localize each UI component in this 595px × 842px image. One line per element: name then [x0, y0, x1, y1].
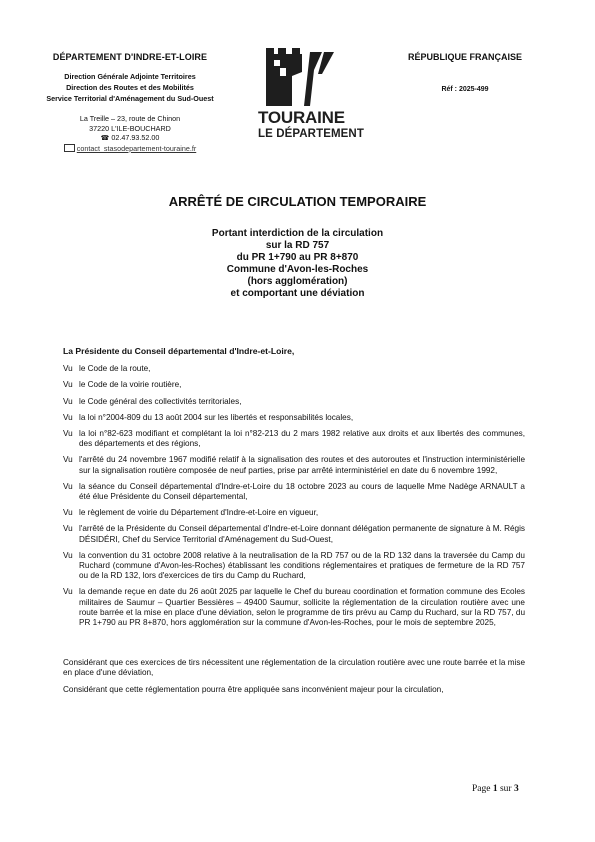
- vu-item: [63, 508, 525, 518]
- vu-item: [63, 397, 525, 407]
- subtitle-line: Portant interdiction de la circulation: [211, 228, 384, 239]
- vu-item: [63, 429, 525, 449]
- vu-label: Vu: [63, 481, 73, 491]
- vu-label: Vu: [63, 524, 73, 534]
- document-subtitle: [0, 228, 595, 300]
- vu-text: la demande reçue en date du 26 août 2025 par laquelle le Chef du bureau coordination et formation commune des Ecoles militaires de Saumur – Quartier Bessières – 49400 Saumur, sollicite la réglementation de la circulation routière avec une route barrée et la mise en place d'une déviation, selon le programme de tirs prévu au Camp du Ruchard, sur la RD 757, du PR 1+790 au PR 8+870, hors agglomération sur la commune d'Avon-les-Roches, pour le mois de septembre 2025,: [79, 587, 525, 628]
- considerants-block: [63, 658, 525, 695]
- vu-item: [63, 587, 525, 628]
- address-city: 37220 L'ILE-BOUCHARD: [89, 123, 171, 133]
- subtitle-line: Commune d'Avon-les-Roches: [226, 264, 369, 275]
- vu-item: [63, 524, 525, 544]
- address-street: La Treille – 23, route de Chinon: [79, 114, 181, 123]
- phone-number: 02.47.93.52.00: [111, 133, 160, 142]
- republic-label: RÉPUBLIQUE FRANÇAISE: [407, 52, 522, 62]
- document-body: [63, 346, 525, 701]
- considerant-paragraph: Considérant que cette réglementation pourra être appliquée sans inconvénient majeur pour la circulation,: [63, 684, 444, 694]
- department-name: DÉPARTEMENT D'INDRE-ET-LOIRE: [52, 52, 208, 62]
- vu-label: Vu: [63, 396, 73, 406]
- subtitle-line: (hors agglomération): [247, 276, 348, 287]
- logo-subtitle: LE DÉPARTEMENT: [258, 128, 364, 140]
- vu-text: le Code général des collectivités territoriales,: [79, 396, 242, 406]
- vu-text: la loi n°2004-809 du 13 août 2004 sur les libertés et responsabilités locales,: [79, 412, 354, 422]
- vu-text: la séance du Conseil départemental d'Indre-et-Loire du 18 octobre 2023 au cours de laquelle Mme Nadège ARNAULT a été élue Présidente du Conseil départemental,: [79, 481, 525, 502]
- vu-label: Vu: [63, 587, 73, 597]
- vu-text: le Code de la route,: [79, 364, 151, 374]
- vu-label: Vu: [63, 364, 73, 374]
- considerant-paragraph: Considérant que ces exercices de tirs nécessitent une réglementation de la circulation routière avec une route barrée et la mise en place d'une déviation,: [63, 658, 525, 678]
- vu-label: Vu: [63, 412, 73, 422]
- vu-label: Vu: [63, 429, 73, 439]
- vu-label: Vu: [63, 455, 73, 465]
- president-heading: La Présidente du Conseil départemental d'Indre-et-Loire,: [63, 346, 295, 356]
- vu-label: Vu: [63, 380, 73, 390]
- subtitle-line: et comportant une déviation: [230, 288, 365, 299]
- vu-text: la loi n°82-623 modifiant et complétant la loi n°82-213 du 2 mars 1982 relative aux droits et aux libertés des communes, des départements et des régions,: [79, 429, 525, 449]
- document-title: ARRÊTÉ DE CIRCULATION TEMPORAIRE: [168, 194, 427, 209]
- vu-text: la convention du 31 octobre 2008 relative à la neutralisation de la RD 757 ou de la RD 132 dans la traversée du Camp du Ruchard (commune d'Avon-les-Roches) établissant les conditions réglementaires et pratiques de fermeture de la RD 757 ou de la RD 132, lors d'exercices de tirs du Camp du Ruchard,: [79, 550, 525, 581]
- vu-text: l'arrêté de la Présidente du Conseil départemental d'Indre-et-Loire donnant délégation permanente de signature à M. Régis DÉSIDÉRI, Chef du Service Territorial d'Aménagement du Sud-Ouest,: [79, 524, 525, 544]
- direction-line: Direction des Routes et des Mobilités: [66, 83, 194, 92]
- vu-item: [63, 364, 525, 374]
- direction-block: [20, 71, 240, 104]
- page-word: Page: [472, 784, 491, 794]
- email-line: [20, 144, 240, 154]
- logo-name: TOURAINE: [258, 108, 345, 127]
- republic-block: [400, 52, 530, 93]
- direction-line: Service Territorial d'Aménagement du Sud-Ouest: [46, 94, 214, 103]
- address-block: [20, 114, 240, 153]
- phone-icon: ☎: [100, 135, 110, 142]
- vu-item: [63, 413, 525, 423]
- vu-item: [63, 455, 525, 475]
- reference-number: Réf : 2025-499: [441, 86, 489, 93]
- vu-text: le règlement de voirie du Département d'Indre-et-Loire en vigueur,: [79, 508, 319, 518]
- mail-icon: [64, 144, 75, 152]
- vu-text: le Code de la voirie routière,: [79, 380, 182, 390]
- phone-line: [20, 133, 240, 144]
- vu-label: Vu: [63, 508, 73, 518]
- vu-label: Vu: [63, 550, 73, 560]
- page-number: [472, 784, 519, 794]
- vu-text: l'arrêté du 24 novembre 1967 modifié relatif à la signalisation des routes et des autoroutes et l'instruction interministérielle sur la signalisation routière composée de neuf parties, prise par arrêté interministériel en date du 6 novembre 1992,: [79, 455, 525, 475]
- page-sur: sur: [499, 784, 512, 794]
- vu-item: [63, 551, 525, 582]
- issuer-block: [20, 52, 240, 153]
- email-address: contact_stasodepartement-touraine.fr: [76, 143, 197, 153]
- subtitle-line: du PR 1+790 au PR 8+870: [236, 252, 359, 263]
- vu-item: [63, 482, 525, 502]
- direction-line: Direction Générale Adjointe Territoires: [64, 72, 196, 81]
- page-current: 1: [492, 784, 498, 794]
- vu-item: [63, 380, 525, 390]
- page-total: 3: [513, 784, 519, 794]
- subtitle-line: sur la RD 757: [265, 240, 330, 251]
